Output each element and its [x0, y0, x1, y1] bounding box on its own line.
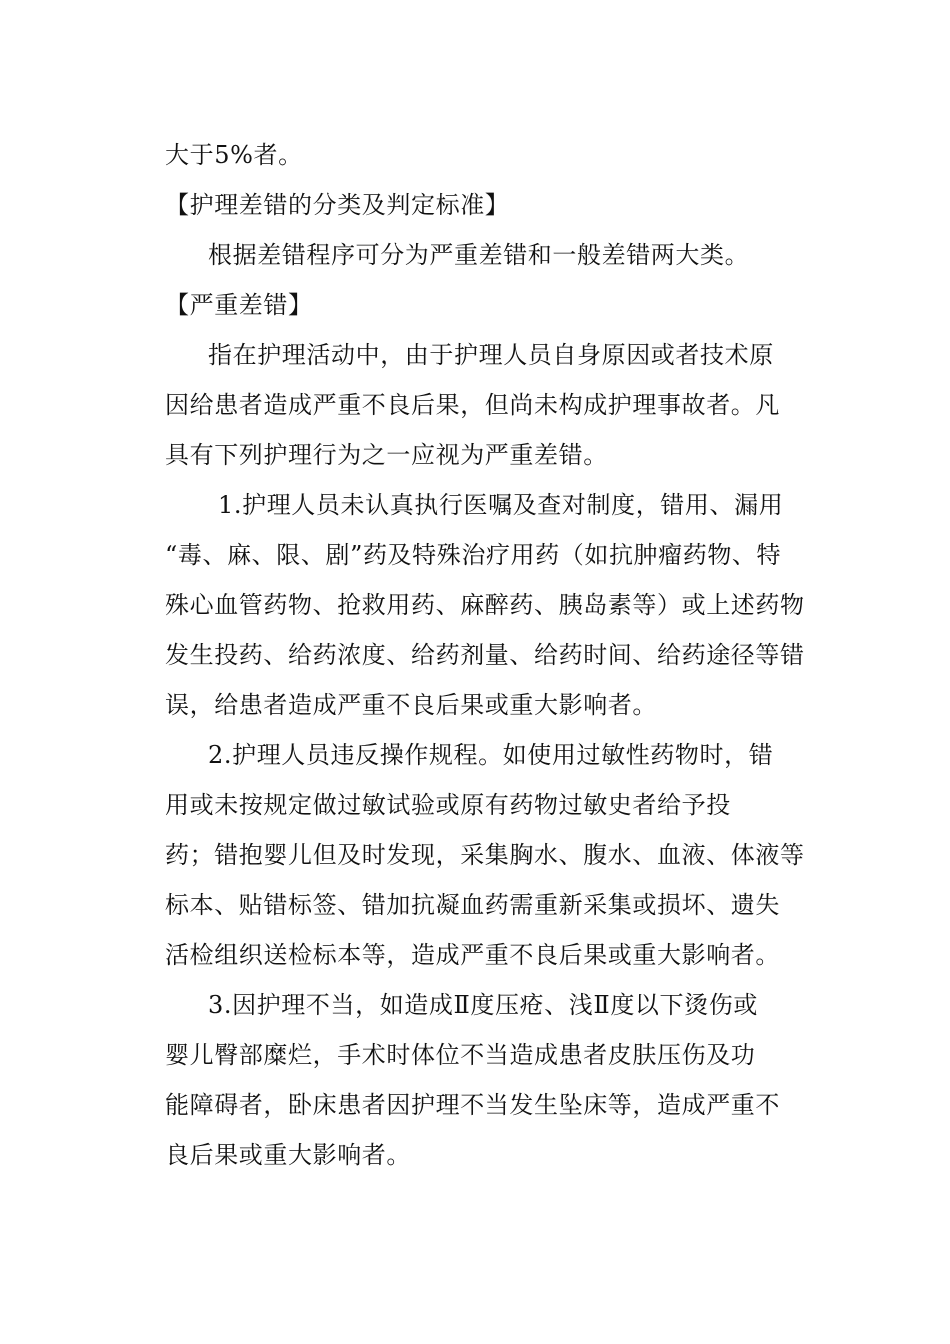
- paragraph-line: 活检组织送检标本等，造成严重不良后果或重大影响者。: [165, 941, 780, 969]
- paragraph-line: 大于5%者。: [165, 141, 303, 169]
- paragraph-line: 误，给患者造成严重不良后果或重大影响者。: [165, 691, 657, 719]
- paragraph-line: 发生投药、给药浓度、给药剂量、给药时间、给药途径等错: [165, 641, 805, 669]
- paragraph-line: 婴儿臀部糜烂，手术时体位不当造成患者皮肤压伤及功: [165, 1041, 756, 1069]
- paragraph-line: “毒、麻、限、剧”药及特殊治疗用药（如抗肿瘤药物、特: [165, 541, 782, 569]
- paragraph-line: 2.护理人员违反操作规程。如使用过敏性药物时，错: [208, 741, 774, 769]
- paragraph-line: 3.因护理不当，如造成Ⅱ度压疮、浅Ⅱ度以下烫伤或: [208, 991, 758, 1019]
- section-heading: 【护理差错的分类及判定标准】: [165, 191, 510, 219]
- paragraph-line: 良后果或重大影响者。: [165, 1141, 411, 1169]
- paragraph-line: 能障碍者，卧床患者因护理不当发生坠床等，造成严重不: [165, 1091, 780, 1119]
- paragraph-line: 殊心血管药物、抢救用药、麻醉药、胰岛素等）或上述药物: [165, 591, 805, 619]
- paragraph-line: 药；错抱婴儿但及时发现，采集胸水、腹水、血液、体液等: [165, 841, 805, 869]
- paragraph-line: 因给患者造成严重不良后果，但尚未构成护理事故者。凡: [165, 391, 780, 419]
- paragraph-line: 指在护理活动中，由于护理人员自身原因或者技术原: [208, 341, 774, 369]
- paragraph-line: 用或未按规定做过敏试验或原有药物过敏史者给予投: [165, 791, 731, 819]
- paragraph-line: 具有下列护理行为之一应视为严重差错。: [165, 441, 608, 469]
- section-heading: 【严重差错】: [165, 291, 313, 319]
- paragraph-line: 1.护理人员未认真执行医嘱及查对制度，错用、漏用: [218, 491, 784, 519]
- paragraph-line: 根据差错程序可分为严重差错和一般差错两大类。: [208, 241, 750, 269]
- paragraph-line: 标本、贴错标签、错加抗凝血药需重新采集或损坏、遗失: [165, 891, 780, 919]
